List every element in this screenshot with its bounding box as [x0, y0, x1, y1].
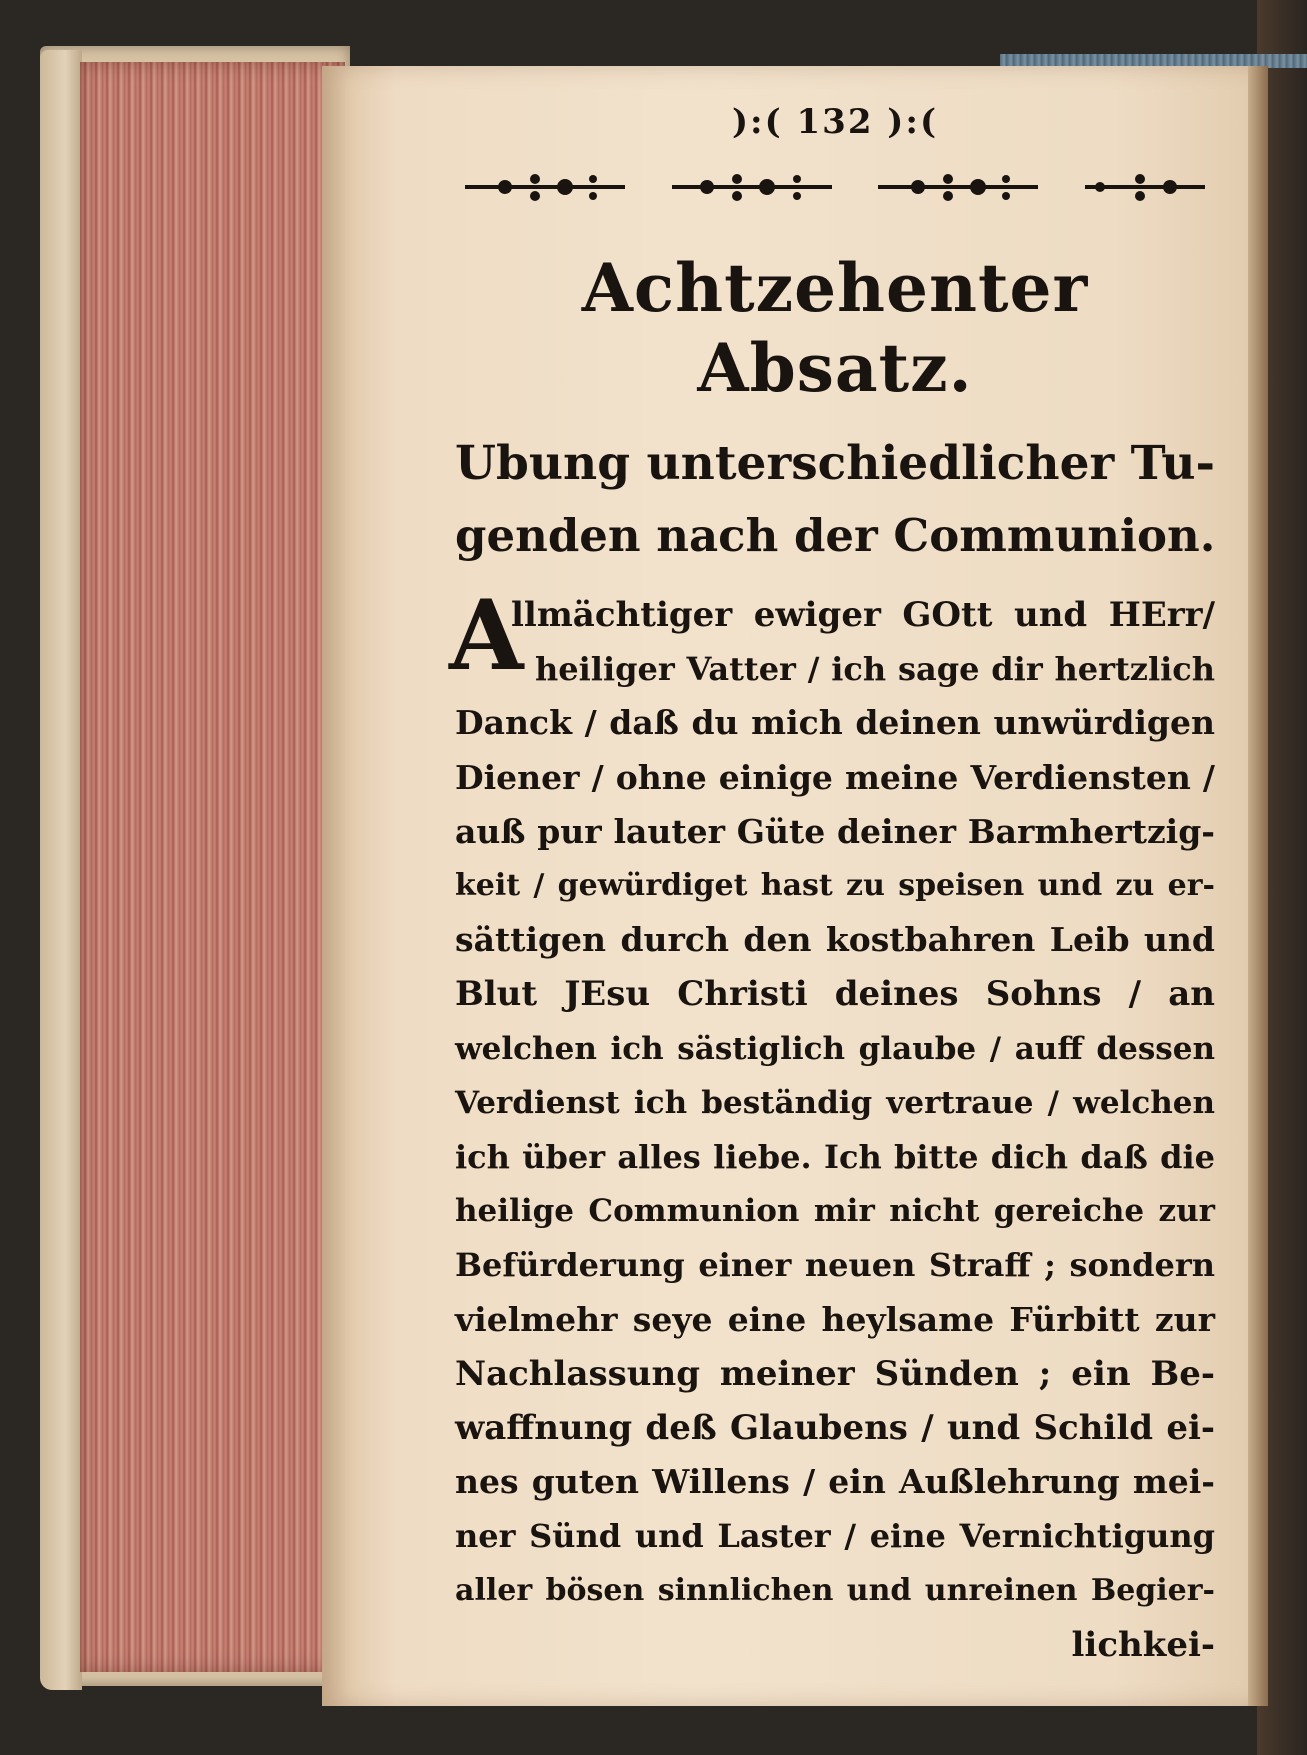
text-line: Danck / daß du mich deinen unwürdigen — [455, 703, 1215, 743]
text-line: Verdienst ich beständig vertraue / welchen — [455, 1084, 1215, 1121]
text-line: Diener / ohne einige meine Verdiensten / — [455, 757, 1215, 797]
cover-edge — [40, 50, 82, 1690]
text-line: Befürderung einer neuen Straff ; sondern — [455, 1246, 1215, 1285]
page-header: ):( 132 ):( — [731, 102, 939, 142]
chapter-subtitle — [455, 428, 1215, 572]
text-line: ner Sünd und Laster / eine Vernichtigung — [455, 1517, 1215, 1556]
ornament-rule — [465, 162, 1205, 212]
text-line: sättigen durch den kostbahren Leib und — [455, 920, 1215, 960]
subtitle-line: Ubung unterschiedlicher Tu- — [455, 436, 1215, 491]
text-line: ich über alles liebe. Ich bitte dich daß die — [455, 1138, 1215, 1177]
text-line: Blut JEsu Christi deines Sohns / an — [455, 974, 1215, 1015]
page-text-column — [449, 90, 1216, 1672]
drop-cap: A — [449, 579, 524, 692]
page-fore-edge — [80, 62, 345, 1672]
text-line: auß pur lauter Güte deiner Barmhertzig- — [455, 811, 1215, 851]
ornament-icon — [878, 169, 1038, 205]
text-line: llmächtiger ewiger GOtt und HErr/ — [511, 595, 1215, 635]
page-gutter — [1248, 66, 1268, 1706]
ornament-icon — [465, 169, 625, 205]
text-line: aller bösen sinnlichen und unreinen Begier- — [455, 1572, 1215, 1608]
chapter-title: Achtzehenter Absatz. — [581, 249, 1089, 407]
text-line: heiliger Vatter / ich sage dir hertzlich — [535, 650, 1215, 689]
ornament-icon — [672, 169, 832, 205]
text-line: nes guten Willens / ein Außlehrung mei- — [455, 1462, 1215, 1502]
text-line: Nachlassung meiner Sünden ; ein Be- — [455, 1353, 1215, 1394]
subtitle-line: genden nach der Communion. — [455, 509, 1216, 562]
text-line: vielmehr seye eine heylsame Fürbitt zur — [455, 1299, 1215, 1339]
text-line: heilige Communion mir nicht gereiche zur — [455, 1193, 1215, 1230]
text-line: lichkei- — [1071, 1624, 1215, 1665]
ornament-icon — [1085, 169, 1205, 205]
text-line: welchen ich sästiglich glaube / auff dessen — [455, 1030, 1215, 1067]
first-paragraph-start — [449, 579, 1215, 696]
body-text — [449, 579, 1215, 1672]
text-line: waffnung deß Glaubens / und Schild ei- — [455, 1408, 1215, 1449]
text-line: keit / gewürdiget hast zu speisen und zu er- — [455, 868, 1215, 904]
